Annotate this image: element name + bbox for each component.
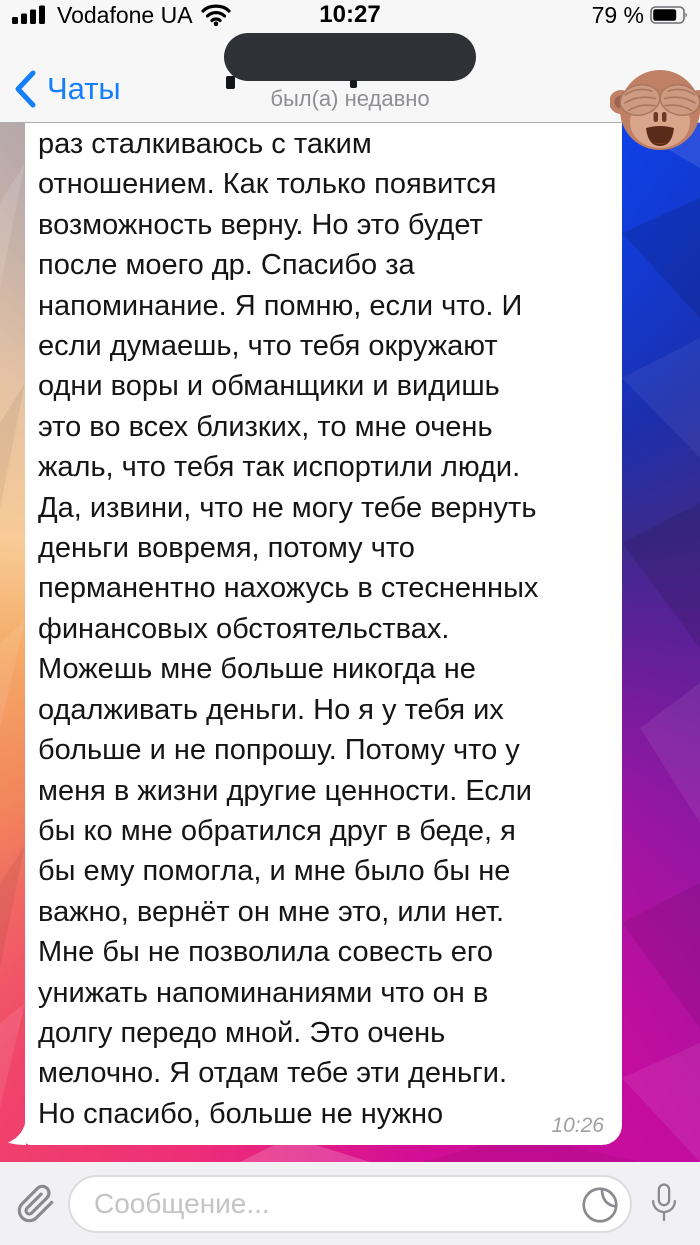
see-no-evil-monkey-emoji [610, 64, 700, 153]
status-bar-clock: 10:27 [319, 1, 381, 28]
voice-message-button[interactable] [638, 1174, 690, 1234]
contact-header[interactable] [170, 30, 530, 123]
bubble-tail [8, 1118, 26, 1145]
message-input[interactable] [68, 1175, 632, 1233]
message-text: раз сталкиваюсь с таким отношением. Как только появится возможность верну. Но это будет после моего др. Спасибо за напоминание. Я помню, если что. И если думаешь, что тебя окружают одни воры и обманщики и видишь это во всех близких, то мне очень жаль, что тебя так испортили люди. Да, извини, что не могу тебе вернуть деньги вовремя, потому что перманентно нахожусь в стесненных финансовых обстоятельствах. Можешь мне больше никогда не одалживать деньги. Но я у тебя их больше и не попрошу. Потому что у меня в жизни другие ценности. Если бы ко мне обратился друг в беде, я бы ему помогла, и мне было бы не важно, вернёт он мне это, или нет. Мне бы не позволила совесть его унижать напоминаниями что он в долгу передо мной. Это очень мелочно. Я отдам тебе эти деньги. Но спасибо, больше не нужно [38, 128, 539, 1130]
sticker-icon [580, 1185, 620, 1225]
message-timestamp: 10:26 [551, 1114, 604, 1137]
incoming-message-bubble[interactable] [25, 123, 622, 1145]
attach-button[interactable] [10, 1174, 62, 1234]
battery-icon [650, 5, 690, 25]
sticker-button[interactable] [580, 1185, 620, 1225]
status-bar-right [592, 0, 690, 30]
censored-contact-name [224, 33, 476, 81]
paperclip-icon [16, 1184, 56, 1224]
back-button-label: Чаты [47, 71, 121, 106]
contact-last-seen-status: был(а) недавно [270, 86, 430, 111]
chat-background [0, 123, 700, 1162]
message-composer-bar [0, 1162, 700, 1245]
carrier-label: Vodafone UA [57, 1, 193, 28]
status-bar [0, 0, 700, 30]
chevron-left-icon [14, 70, 37, 108]
message-input-placeholder: Сообщение... [94, 1187, 270, 1219]
back-to-chats-button[interactable] [14, 70, 121, 108]
battery-percent-label: 79 % [591, 1, 644, 28]
contact-avatar[interactable] [610, 64, 700, 153]
microphone-icon [648, 1182, 680, 1226]
nav-bar [0, 30, 700, 123]
